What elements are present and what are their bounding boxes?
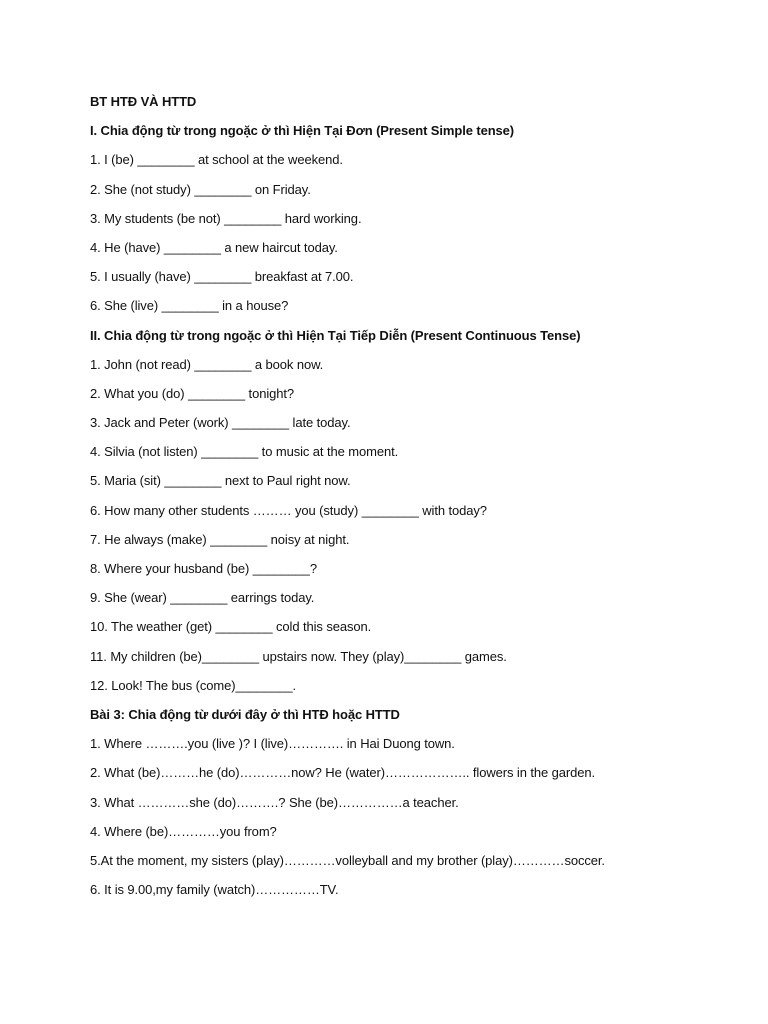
- exercise-item: 2. She (not study) ________ on Friday.: [90, 181, 311, 197]
- exercise-item: 9. She (wear) ________ earrings today.: [90, 590, 315, 606]
- exercise-item: 2. What you (do) ________ tonight?: [90, 385, 295, 401]
- section2-heading: II. Chia động từ trong ngoặc ở thì Hiện Tại Tiếp Diễn (Present Continuous Tense): [90, 327, 581, 343]
- exercise-item: 5.At the moment, my sisters (play)…………volleyball and my brother (play)…………soccer.: [90, 852, 605, 868]
- exercise-item: 3. Jack and Peter (work) ________ late today.: [90, 415, 351, 431]
- exercise-item: 11. My children (be)________ upstairs now. They (play)________ games.: [90, 648, 507, 664]
- exercise-item: 10. The weather (get) ________ cold this season.: [90, 619, 372, 635]
- exercise-item: 4. He (have) ________ a new haircut today.: [90, 239, 338, 255]
- section1-heading: I. Chia động từ trong ngoặc ở thì Hiện Tại Đơn (Present Simple tense): [90, 123, 515, 139]
- exercise-item: 5. I usually (have) ________ breakfast at 7.00.: [90, 269, 354, 285]
- exercise-item: 7. He always (make) ________ noisy at night.: [90, 531, 350, 547]
- exercise-item: 5. Maria (sit) ________ next to Paul right now.: [90, 473, 351, 489]
- exercise-item: 4. Silvia (not listen) ________ to music at the moment.: [90, 444, 399, 460]
- exercise-item: 6. She (live) ________ in a house?: [90, 298, 289, 314]
- document-title: BT HTĐ VÀ HTTD: [90, 94, 197, 109]
- exercise-item: 12. Look! The bus (come)________.: [90, 677, 297, 693]
- section3-heading: Bài 3: Chia động từ dưới đây ở thì HTĐ hoặc HTTD: [90, 706, 400, 722]
- exercise-item: 3. What …………she (do)……….? She (be)……………a teacher.: [90, 794, 459, 810]
- exercise-item: 3. My students (be not) ________ hard working.: [90, 210, 362, 226]
- exercise-item: 2. What (be)………he (do)…………now? He (water)……………….. flowers in the garden.: [90, 765, 596, 781]
- exercise-item: 1. Where ……….you (live )? I (live)…………. in Hai Duong town.: [90, 736, 455, 752]
- exercise-item: 1. John (not read) ________ a book now.: [90, 356, 324, 372]
- exercise-item: 1. I (be) ________ at school at the weekend.: [90, 152, 343, 168]
- exercise-item: 6. It is 9.00,my family (watch)……………TV.: [90, 882, 339, 898]
- exercise-item: 4. Where (be)…………you from?: [90, 823, 277, 839]
- exercise-item: 6. How many other students ……… you (study) ________ with today?: [90, 502, 487, 518]
- exercise-item: 8. Where your husband (be) ________?: [90, 561, 317, 576]
